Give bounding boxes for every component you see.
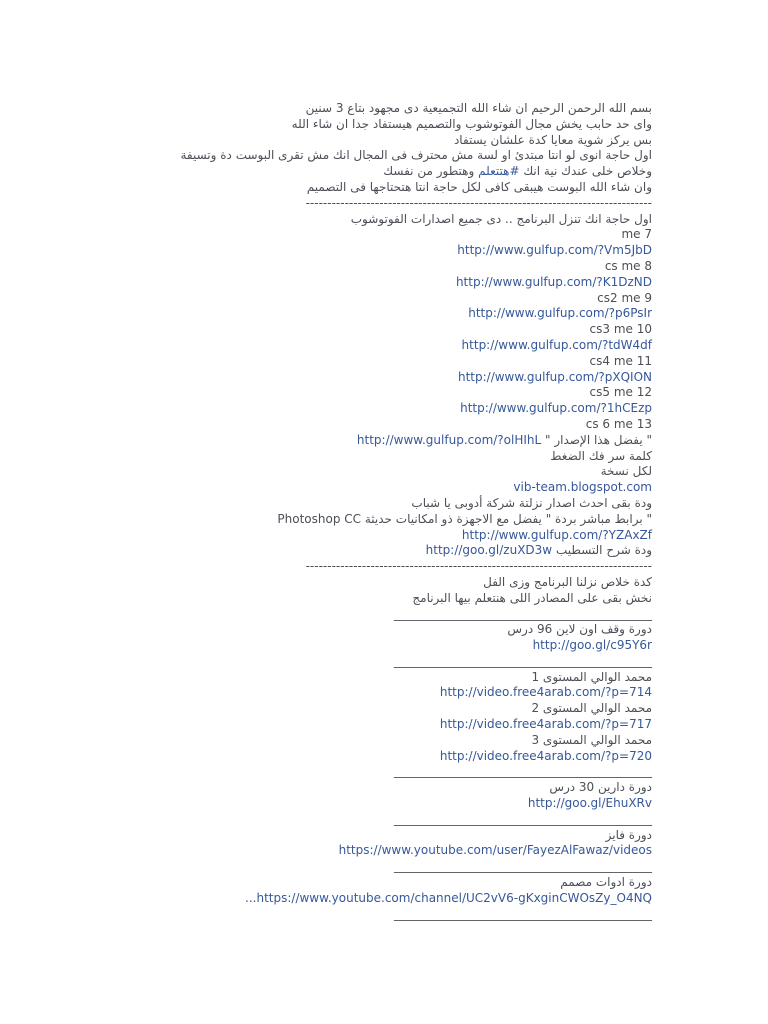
version-link-1[interactable]: http://www.gulfup.com/?Vm5JbD [457,243,652,258]
divider-4: ___________________________________________ [394,811,652,826]
divider-6: ___________________________________________ [394,906,652,921]
install-line [100,543,652,559]
walli-2-title: محمد الوالي المستوى 2 [531,701,652,716]
intro-line-4: اول حاجة انوى لو انتا مبتدئ او لسة مش محترف فى المجال انك مش تقرى البوست دة وتسيفة [180,148,652,163]
install-label: ودة شرح التسطيب [555,543,652,558]
intro-line-6: وان شاء الله البوست هيبقى كافى لكل حاجة انتا هتحتاجها فى التصميم [306,179,652,194]
divider-1: ___________________________________________ [394,606,652,621]
version-link-4[interactable]: http://www.gulfup.com/?tdW4df [461,337,652,352]
version-label-2: cs me 8 [604,258,652,273]
sources-line: نخش بقى على المصادر اللى هنتعلم بيها البرنامج [412,590,652,605]
intro-line-5-after: وهتطور من نفسك [383,164,479,179]
course-darin-title: دورة دارين 30 درس [549,780,652,795]
done-line: كدة خلاص نزلنا البرنامج وزى الفل [483,574,652,589]
version-label-4: cs3 me 10 [589,322,652,337]
install-link[interactable]: http://goo.gl/zuXD3w [425,543,553,558]
separator-2: -------------------------------------------------------------------------------- [305,559,652,574]
version-label-1: 7 me [621,227,652,242]
version-link-3[interactable]: http://www.gulfup.com/?p6PsIr [468,306,652,321]
divider-5: ___________________________________________ [394,859,652,874]
intro-line-2: واى حد حابب يخش مجال الفوتوشوب والتصميم هيستفاد جدا ان شاء الله [291,116,652,131]
latest-line: ودة بقى احدث اصدار نزلتة شركة أدوبى يا شباب [411,495,652,510]
walli-2-link[interactable]: http://video.free4arab.com/?p=717 [439,717,652,732]
walli-3-title: محمد الوالي المستوى 3 [531,732,652,747]
course-tools-link[interactable]: https://www.youtube.com/channel/UC2vV6-gKxginCWOsZy_O4NQ... [245,890,652,905]
walli-1-title: محمد الوالي المستوى 1 [531,669,652,684]
divider-2: ___________________________________________ [394,653,652,668]
post-body [100,101,652,922]
cc-link[interactable]: http://www.gulfup.com/?YZAxZf [461,527,652,542]
walli-1-link[interactable]: http://video.free4arab.com/?p=714 [439,685,652,700]
course-fayez-title: دورة فايز [605,827,652,842]
cs6-note: " يفضل هذا الإصدار " [545,432,652,447]
divider-3: ___________________________________________ [394,764,652,779]
course-1-link[interactable]: http://goo.gl/c95Y6r [532,638,652,653]
version-link-cs6[interactable]: http://www.gulfup.com/?olHIhL [356,432,542,447]
course-tools-title: دورة ادوات مصمم [560,875,652,890]
version-label-5: cs4 me 11 [589,353,652,368]
password-label: كلمة سر فك الضغط [550,448,652,463]
version-link-6[interactable]: http://www.gulfup.com/?1hCEzp [460,401,652,416]
per-version-label: لكل نسخة [600,464,652,479]
walli-3-link[interactable]: http://video.free4arab.com/?p=720 [439,748,652,763]
course-fayez-link[interactable]: https://www.youtube.com/user/FayezAlFawaz/videos [338,843,652,858]
course-darin-link[interactable]: http://goo.gl/EhuXRv [527,796,652,811]
course-1-title: دورة وقف اون لاين 96 درس [507,622,652,637]
separator-1: -------------------------------------------------------------------------------- [305,195,652,210]
cs6-line [100,433,652,449]
version-label-3: cs2 me 9 [597,290,652,305]
hashtag-link[interactable]: #هتتعلم [478,164,520,179]
intro-line-1: بسم الله الرحمن الرحيم ان شاء الله التجميعية دى مجهود بتاع 3 سنين [305,101,652,115]
version-link-5[interactable]: http://www.gulfup.com/?pXQION [457,369,652,384]
cc-line: " برابط مباشر بردة " يفضل مع الاجهزة ذو امكانيات حديثة Photoshop CC [277,511,652,526]
intro-line-3: بس يركز شوية معايا كدة علشان يستفاد [453,132,652,147]
version-label-6: cs5 me 12 [589,385,652,400]
intro-line-5-before: وخلاص خلى عندك نية انك [519,164,652,179]
intro-line-5 [100,164,652,180]
version-link-2[interactable]: http://www.gulfup.com/?K1DzND [455,274,652,289]
downloads-intro: اول حاجة انك تنزل البرنامج .. دى جميع اصدارات الفوتوشوب [350,211,652,226]
version-label-cs6: cs 6 me 13 [585,416,652,431]
password-link[interactable]: vib-team.blogspot.com [513,480,652,495]
